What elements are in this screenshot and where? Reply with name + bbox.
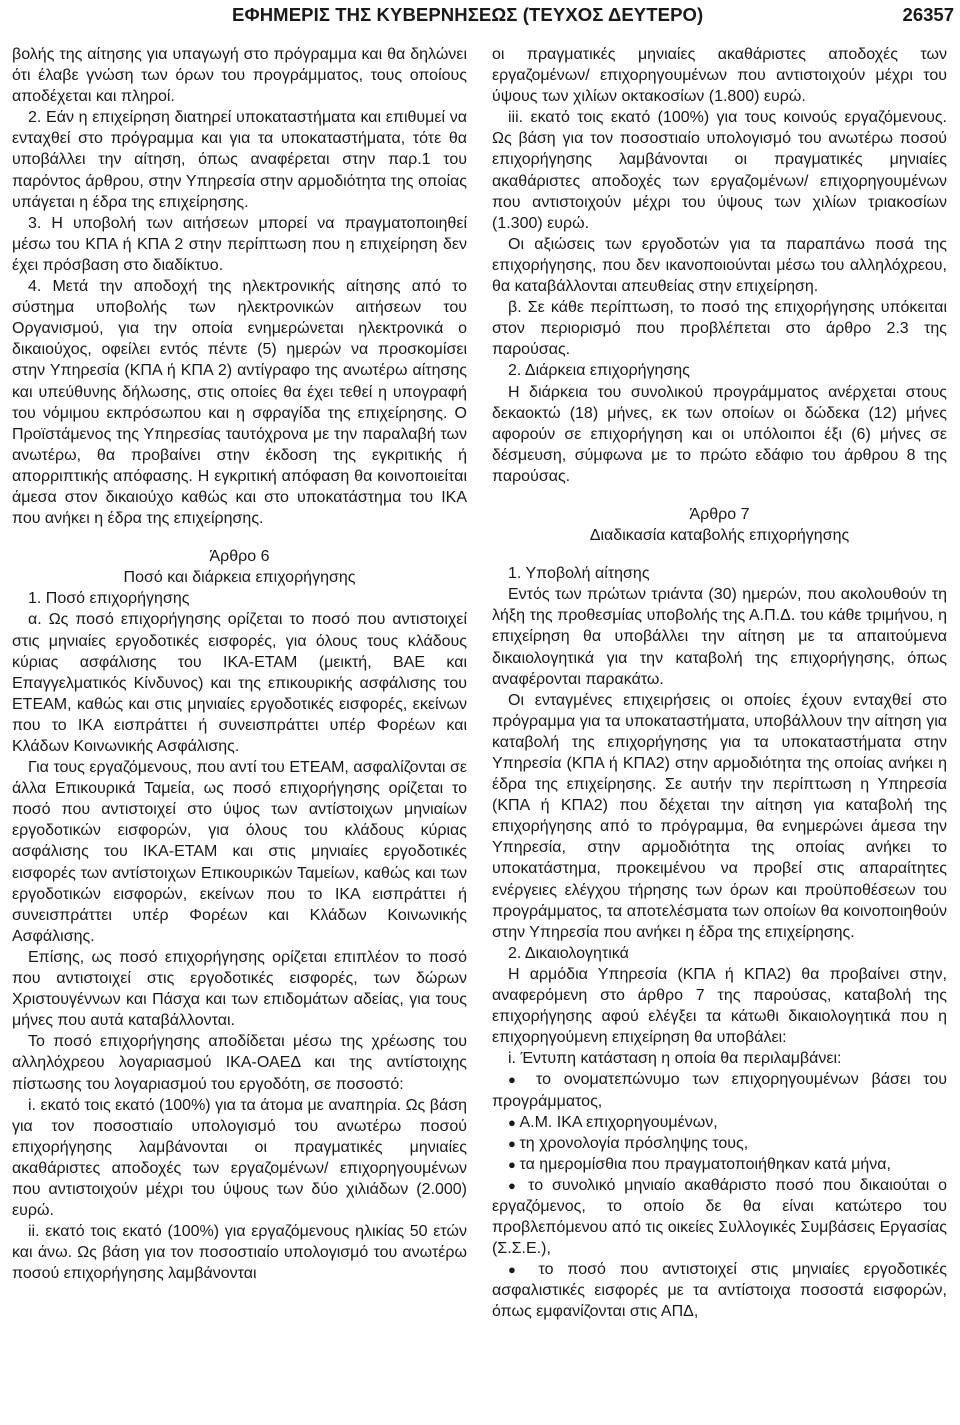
bullet-item: ● το ποσό που αντιστοιχεί στις μηνιαίες εργοδοτικές ασφαλιστικές εισφορές με τα αντίστοιχα ποσοστά εισφορών, όπως εμφανίζονται στις ΑΠΔ, <box>492 1259 947 1322</box>
subheading: 2. Διάρκεια επιχορήγησης <box>508 362 690 380</box>
page-number: 26357 <box>902 4 954 25</box>
subheading: 1. Ποσό επιχορήγησης <box>28 590 190 608</box>
paragraph: Οι ενταγμένες επιχειρήσεις οι οποίες έχουν ενταχθεί στο πρόγραμμα για τα υποκαταστήματα, υποβάλλουν την αίτηση για καταβολή της επιχορήγησης για τα υποκαταστήματα στην Υπηρεσία (ΚΠΑ ή ΚΠΑ2) στην αρμοδιότητα της οποίας ανήκει η έδρα της επιχείρησης. Σε αυτήν την περίπτωση η Υπηρεσία (ΚΠΑ ή ΚΠΑ2) που δέχεται την αίτηση για καταβολή της επιχορήγησης από το πρόγραμμα, θα ενημερώνει άμεσα την Υπηρεσία, στην αρμοδιότητα της οποίας ανήκει το υποκατάστημα, προκειμένου να προβεί στις απαραίτητες ενέργειες ελέγχου τήρησης των όρων και προϋποθέσεων του προγράμματος, τα αποτελέσματα των οποίων θα κοινοποιηθούν στην Υπηρεσία που ανήκει η έδρα της επιχείρησης. <box>492 691 947 941</box>
bullet-item: ● το ονοματεπώνυμο των επιχορηγουμένων βάσει του προγράμματος, <box>492 1069 947 1111</box>
paragraph: 4. Μετά την αποδοχή της ηλεκτρονικής αίτησης από το σύστημα υποβολής των ηλεκτρονικών αιτήσεων του Οργανισμού, για την οποία ενημερώνεται ηλεκτρονικά ο δικαιούχος, οφείλει εντός πέντε (5) ημερών να προσκομίσει στην Υπηρεσία (ΚΠΑ ή ΚΠΑ 2) αντίγραφο της ανωτέρω αίτησης και υπεύθυνης δήλωσης, στις οποίες θα έχει τεθεί η υπογραφή του νόμιμου εκπρόσωπου και η σφραγίδα της επιχείρησης. Ο Προϊστάμενος της Υπηρεσίας ταυτόχρονα με την παραλαβή των ανωτέρω, θα προβαίνει στην έκδοση της εγκριτικής ή απορριπτικής απόφασης. Η εγκριτική απόφαση θα κοινοποιείται άμεσα στον δικαιούχο καθώς και στο υποκατάστημα του ΙΚΑ που ανήκει η έδρα της επιχείρησης. <box>12 278 467 528</box>
gazette-title: ΕΦΗΜΕΡΙΣ ΤΗΣ ΚΥΒΕΡΝΗΣΕΩΣ (ΤΕΥΧΟΣ ΔΕΥΤΕΡΟ) <box>232 4 704 25</box>
paragraph: Το ποσό επιχορήγησης αποδίδεται μέσω της χρέωσης του αλληλόχρεου λογαριασμού ΙΚΑ-ΟΑΕΔ και της αντίστοιχης πίστωσης του λογαριασμού του εργοδότη, σε ποσοστό: <box>12 1033 467 1093</box>
right-column <box>492 44 947 1323</box>
bullet-item: ● Α.Μ. ΙΚΑ επιχορηγουμένων, <box>492 1112 947 1133</box>
paragraph: i. εκατό τοις εκατό (100%) για τα άτομα με αναπηρία. Ως βάση για τον ποσοστιαίο υπολογισμό του ανωτέρω ποσού επιχορήγησης λαμβάνονται οι πραγματικές μηνιαίες ακαθάριστες αποδοχές των εργαζομένων/ επιχορηγουμένων που αντιστοιχούν μέχρι του ύψους των δύο χιλιάδων (2.000) ευρώ. <box>12 1096 467 1220</box>
paragraph: οι πραγματικές μηνιαίες ακαθάριστες αποδοχές των εργαζομένων/ επιχορηγουμένων που αντιστοιχούν μέχρι του ύψους των χιλίων οκτακοσίων (1.800) ευρώ. <box>492 46 947 106</box>
left-column <box>12 44 467 1284</box>
paragraph: Η αρμόδια Υπηρεσία (ΚΠΑ ή ΚΠΑ2) θα προβαίνει στην, αναφερόμενη στο άρθρο 7 της παρούσας, καταβολή της επιχορήγησης αφού ελέγξει τα κάτωθι δικαιολογητικά που η επιχορηγούμενη επιχείρηση θα υποβάλει: <box>492 965 947 1047</box>
paragraph: Για τους εργαζόμενους, που αντί του ΕΤΕΑΜ, ασφαλίζονται σε άλλα Επικουρικά Ταμεία, ως ποσό επιχορήγησης ορίζεται το ποσό που αντιστοιχεί στο ύψος των αντίστοιχων μηνιαίων εργοδοτικών εισφορών, για όλους του κλάδους κύριας ασφάλισης του ΙΚΑ-ΕΤΑΜ και στις μηνιαίες εργοδοτικές εισφορές των αντίστοιχων Επικουρικών Ταμείων, καθώς και των εργοδοτικών εισφορών, εκείνων που το ΙΚΑ εισπράττει ή συνεισπράττει υπέρ Φορέων και Κλάδων Κοινωνικής Ασφάλισης. <box>12 759 467 945</box>
article-6-number: Άρθρο 6 <box>209 548 270 566</box>
bullet-item: ● τα ημερομίσθια που πραγματοποιήθηκαν κατά μήνα, <box>492 1154 947 1175</box>
paragraph: α. Ως ποσό επιχορήγησης ορίζεται το ποσό που αντιστοιχεί στις μηνιαίες εργοδοτικές εισφορές, για όλους τους κλάδους κύριας ασφάλισης του ΙΚΑ-ΕΤΑΜ (μεικτή, ΒΑΕ και Επαγγελματικός Κίνδυνος) και της επικουρικής ασφάλισης του ΕΤΕΑΜ, καθώς και στις μηνιαίες εργοδοτικές εισφορές, εκείνων που το ΙΚΑ εισπράττει ή συνεισπράττει υπέρ Φορέων και Κλάδων Κοινωνικής Ασφάλισης. <box>12 611 467 755</box>
subheading: 1. Υποβολή αίτησης <box>508 565 650 583</box>
paragraph: 3. Η υποβολή των αιτήσεων μπορεί να πραγματοποιηθεί μέσω του ΚΠΑ ή ΚΠΑ 2 στην περίπτωση που η επιχείρηση δεν έχει πρόσβαση στο διαδίκτυο. <box>12 214 467 274</box>
paragraph: βολής της αίτησης για υπαγωγή στο πρόγραμμα και θα δηλώνει ότι έλαβε γνώση των όρων του προγράμματος, τους οποίους αποδέχεται και πληροί. <box>12 46 467 106</box>
paragraph: Οι αξιώσεις των εργοδοτών για τα παραπάνω ποσά της επιχορήγησης, που δεν ικανοποιούνται μέσω του αλληλόχρεου, θα καταβάλλονται απευθείας στην επιχείρηση. <box>492 235 947 296</box>
page-header <box>0 0 960 32</box>
bullet-item: ● τη χρονολογία πρόσληψης τους, <box>492 1133 947 1154</box>
paragraph: Επίσης, ως ποσό επιχορήγησης ορίζεται επιπλέον το ποσό που αντιστοιχεί στις εργοδοτικές εισφορές, των δώρων Χριστουγέννων και Πάσχα και των επιδομάτων αδείας, για τους μήνες που αυτά καταβάλλονται. <box>12 948 467 1030</box>
article-6-title: Ποσό και διάρκεια επιχορήγησης <box>123 569 356 587</box>
paragraph: ii. εκατό τοις εκατό (100%) για εργαζόμενους ηλικίας 50 ετών και άνω. Ως βάση για τον ποσοστιαίο υπολογισμό του ανωτέρω ποσού επιχορήγησης λαμβάνονται <box>12 1223 467 1283</box>
article-7-title: Διαδικασία καταβολής επιχορήγησης <box>589 527 850 545</box>
subheading: 2. Δικαιολογητικά <box>508 944 629 962</box>
paragraph: Η διάρκεια του συνολικού προγράμματος ανέρχεται στους δεκαοκτώ (18) μήνες, εκ των οποίων οι δώδεκα (12) μήνες αφορούν σε επιχορήγηση και οι υπόλοιποι έξι (6) μήνες σε δέσμευση, σύμφωνα με το πρώτο εδάφιο του άρθρου 8 της παρούσας. <box>492 383 947 485</box>
paragraph: Εντός των πρώτων τριάντα (30) ημερών, που ακολουθούν τη λήξη της προθεσμίας υποβολής της Α.Π.Δ. του κάθε τριμήνου, η επιχείρηση θα υποβάλλει την αίτηση με τα απαιτούμενα δικαιολογητικά για την καταβολή της επιχορήγησης, όπως αναφέρονται παρακάτω. <box>492 586 947 688</box>
paragraph: i. Έντυπη κατάσταση η οποία θα περιλαμβάνει: <box>508 1050 842 1068</box>
paragraph: 2. Εάν η επιχείρηση διατηρεί υποκαταστήματα και επιθυμεί να ενταχθεί στο πρόγραμμα και για τα υποκαταστήματα, τότε θα υποβάλλει την αίτηση, όπως αναφέρεται στην παρ.1 του παρόντος άρθρου, στην Υπηρεσία στην αρμοδιότητα της οποίας υπάγεται η έδρα της επιχείρησης. <box>12 109 467 211</box>
paragraph: iii. εκατό τοις εκατό (100%) για τους κοινούς εργαζόμενους. Ως βάση για τον ποσοστιαίο υπολογισμό του ανωτέρω ποσού επιχορήγησης λαμβάνονται οι πραγματικές μηνιαίες ακαθάριστες αποδοχές των εργαζομένων/ επιχορηγουμένων που αντιστοιχούν μέχρι του ύψους των χιλίων τριακοσίων (1.300) ευρώ. <box>492 109 947 232</box>
bullet-item: ● το συνολικό μηνιαίο ακαθάριστο ποσό που δικαιούται ο εργαζόμενος, το οποίο δε θα είναι κατώτερο του προβλεπόμενου από τις οικείες Συλλογικές Συμβάσεις Εργασίας (Σ.Σ.Ε.), <box>492 1175 947 1259</box>
paragraph: β. Σε κάθε περίπτωση, το ποσό της επιχορήγησης υπόκειται στον περιορισμό που προβλέπεται στο άρθρο 2.3 της παρούσας. <box>492 299 947 359</box>
article-7-number: Άρθρο 7 <box>689 505 750 523</box>
